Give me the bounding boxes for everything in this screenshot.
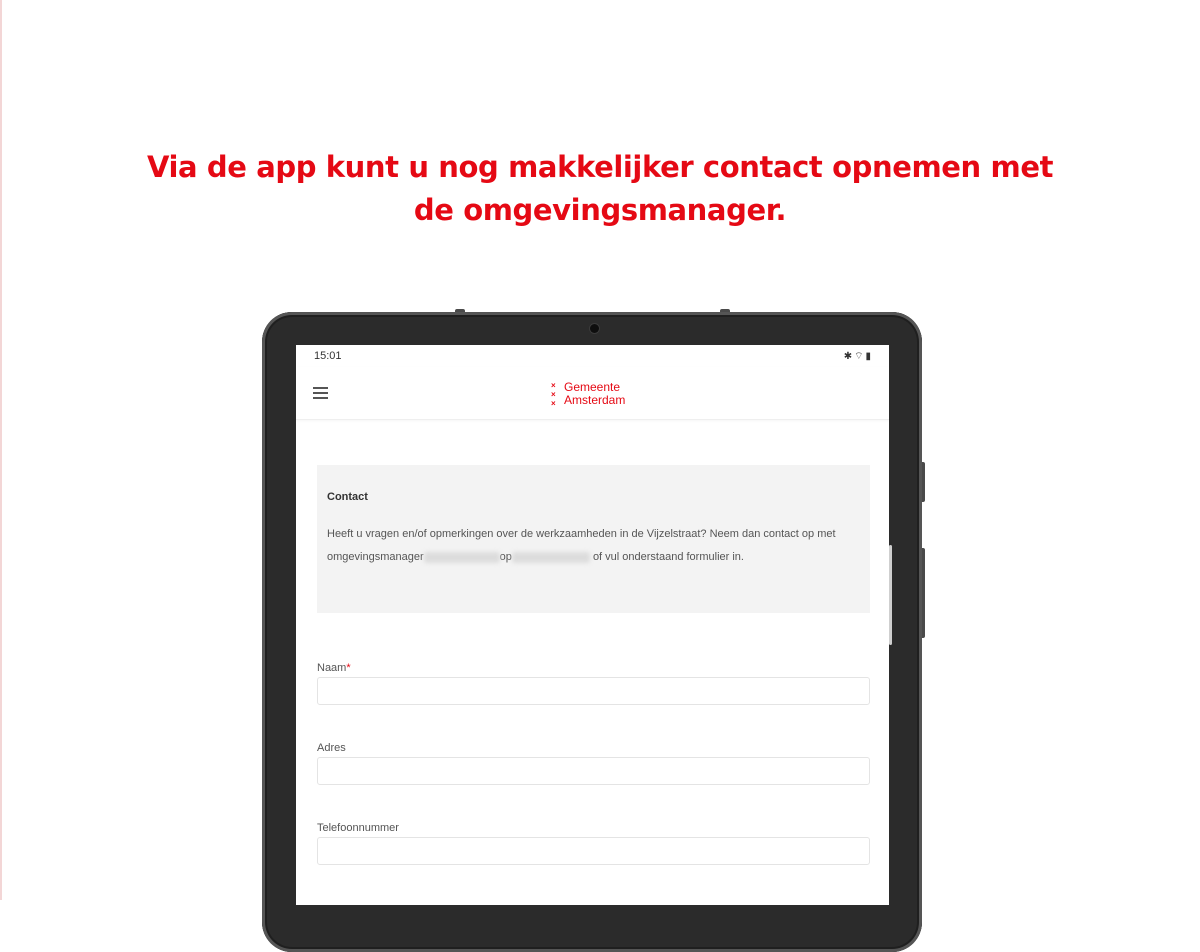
status-time: 15:01 [314,350,342,362]
adres-label: Adres [317,742,346,754]
contact-body-suffix: of vul onderstaand formulier in. [592,551,744,563]
battery-icon: ▮ [865,351,873,362]
page-edge [0,0,2,900]
contact-title: Contact [327,491,368,503]
camera-icon [590,324,599,333]
contact-body [327,523,863,569]
logo-crosses: × × × [551,381,556,408]
telefoonnummer-label: Telefoonnummer [317,822,399,834]
contact-body-prefix: Heeft u vragen en/of opmerkingen over de werkzaamheden in de Vijzelstraat? Neem dan contact op met omgevingsmanager [327,528,836,563]
logo-line-1: Gemeente [564,380,621,394]
app-bar [296,367,889,420]
hamburger-menu-icon[interactable] [313,387,328,399]
wifi-icon: ⌔ [854,351,866,362]
headline-line-1: Via de app kunt u nog makkelijker contact opnemen met [146,150,1054,184]
scrollbar[interactable] [889,545,892,645]
redacted-name [424,552,500,563]
tablet-screen [296,345,889,905]
status-bar [296,345,889,367]
logo-line-2: Amsterdam [564,393,626,407]
required-marker: * [346,662,351,674]
naam-label: Naam* [317,662,351,674]
contact-info-box [317,465,870,613]
naam-input[interactable] [317,677,870,705]
contact-body-middle: op [499,551,512,563]
logo-text [564,381,625,407]
redacted-phone [512,552,590,563]
status-icons [844,350,873,363]
telefoonnummer-input[interactable] [317,837,870,865]
headline [0,146,1200,232]
adres-input[interactable] [317,757,870,785]
bluetooth-icon: ✱ [843,351,855,362]
headline-line-2: de omgevingsmanager. [413,193,787,227]
